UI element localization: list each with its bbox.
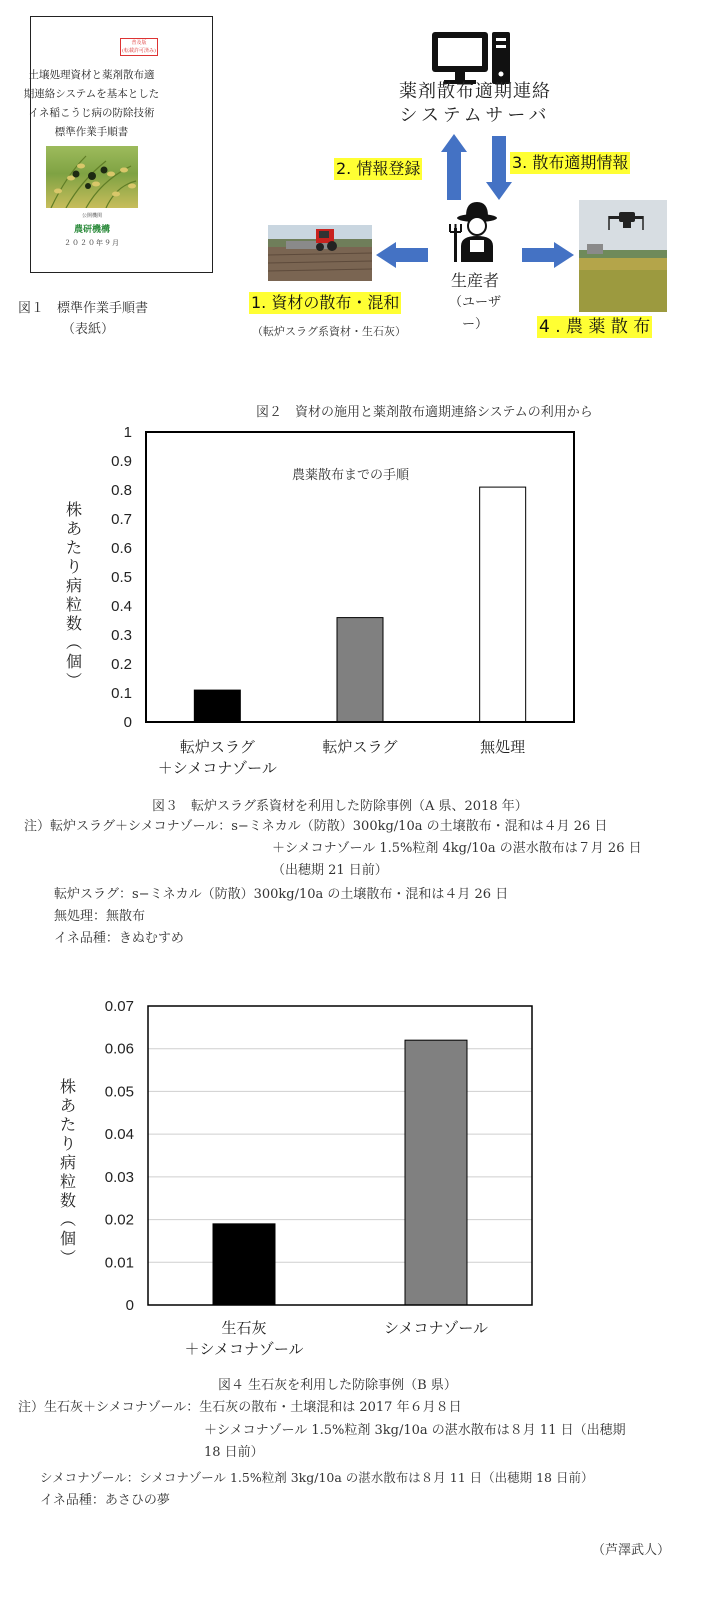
figure2-caption-line: 農薬散布までの手順	[292, 468, 410, 483]
y-tick-label: 0.8	[111, 482, 132, 499]
y-axis-label-char: 病	[65, 576, 83, 595]
y-axis-label-char: り	[59, 1134, 77, 1153]
y-axis-label-char: ）	[58, 1248, 77, 1266]
y-axis-label-char: （	[64, 633, 83, 651]
step3-label: 3. 散布適期情報	[512, 153, 629, 172]
y-axis-label-char: あ	[65, 519, 83, 538]
y-axis-label-char: り	[65, 557, 83, 576]
y-tick-label: 0.4	[111, 598, 132, 615]
y-tick-label: 0.1	[111, 685, 132, 702]
server-label-line: システムサーバ	[399, 105, 551, 126]
figure4-note-line: ＋シメコナゾール 1.5%粒剤 3kg/10a の湛水散布は８月 11 日（出穂期	[204, 1423, 626, 1438]
figure4-note-line: イネ品種：あさひの夢	[40, 1493, 170, 1508]
figure3-note-line: ＋シメコナゾール 1.5%粒剤 4kg/10a の湛水散布は７月 26 日	[272, 841, 642, 856]
y-tick-label: 0.03	[104, 1168, 134, 1186]
y-axis-label-char: 個	[59, 1229, 77, 1248]
category-label: 生石灰	[221, 1320, 267, 1337]
y-axis-label-char: 粒	[59, 1172, 77, 1191]
step1-sublabel: （転炉スラグ系資材・生石灰）	[252, 325, 406, 338]
figure3-note-line: 注）転炉スラグ＋シメコナゾール：s−ミネカル（防散）300kg/10a の土壌散布・混和は４月 26 日	[24, 819, 608, 834]
figure3-note-line: 転炉スラグ：s−ミネカル（防散）300kg/10a の土壌散布・混和は４月 26 日	[54, 887, 509, 902]
cover-title-line: イネ稲こうじ病の防除技術	[28, 107, 155, 119]
y-tick-label: 0.3	[111, 627, 132, 644]
step4-label: 4 . 農 薬 散 布	[539, 317, 651, 337]
cover-stamp: 普及版 (転載許可済み)	[120, 38, 158, 56]
y-axis-label-char: 粒	[65, 595, 83, 614]
y-tick-label: 0.6	[111, 540, 132, 557]
y-tick-label: 0.2	[111, 656, 132, 673]
y-tick-label: 1	[123, 424, 132, 441]
y-axis-label-char: た	[59, 1115, 77, 1134]
y-axis-label-char: 株	[65, 500, 83, 519]
category-label: 転炉スラグ	[322, 739, 398, 756]
bar	[213, 1224, 275, 1305]
figure3-note-line: 無処理：無散布	[54, 909, 146, 924]
y-tick-label: 0	[123, 714, 132, 731]
category-label: ＋シメコナゾール	[184, 1341, 304, 1358]
category-label: 転炉スラグ	[179, 739, 255, 756]
cover-org-logo: 農研機構	[73, 225, 110, 235]
producer-name: 生産者	[450, 271, 499, 290]
producer-sub: （ユーザー）	[448, 295, 501, 332]
y-tick-label: 0.05	[104, 1083, 134, 1101]
cover-title-line: 土壌処理資材と薬剤散布適	[28, 69, 155, 81]
category-label: 無処理	[480, 739, 526, 756]
bar	[405, 1040, 467, 1305]
y-tick-label: 0	[125, 1297, 134, 1314]
y-tick-label: 0.7	[111, 511, 132, 528]
figure3-caption: 図３ 転炉スラグ系資材を利用した防除事例（A 県、2018 年）	[152, 799, 528, 814]
server-label-line: 薬剤散布適期連絡	[399, 81, 551, 102]
y-tick-label: 0.01	[104, 1254, 134, 1272]
y-tick-label: 0.9	[111, 453, 132, 470]
y-axis-label-char: た	[65, 538, 83, 557]
y-axis-label-char: ）	[64, 671, 83, 689]
y-tick-label: 0.5	[111, 569, 132, 586]
figure3-note-line: （出穂期 21 日前）	[272, 863, 388, 878]
author-name: （芦澤武人）	[592, 1543, 671, 1558]
step2-label: 2. 情報登録	[336, 159, 421, 178]
cover-title-line: 標準作業手順書	[54, 126, 129, 138]
step1-label: 1. 資材の散布・混和	[251, 293, 400, 312]
y-tick-label: 0.07	[104, 998, 134, 1015]
category-label: ＋シメコナゾール	[157, 760, 277, 777]
figure4-note-line: 18 日前）	[204, 1445, 264, 1460]
y-axis-label-char: 個	[65, 652, 83, 671]
y-axis-label-char: 数	[59, 1191, 77, 1210]
figure4-note-line: 注）生石灰＋シメコナゾール：生石灰の散布・土壌混和は 2017 年６月８日	[18, 1400, 462, 1415]
figure2-caption-line: 図２ 資材の施用と薬剤散布適期連絡システムの利用から	[256, 405, 593, 420]
y-axis-label-char: 病	[59, 1153, 77, 1172]
figure4-note-line: シメコナゾール：シメコナゾール 1.5%粒剤 3kg/10a の湛水散布は８月 11 日（出穂期 18 日前）	[40, 1470, 594, 1485]
figure4-caption: 図４ 生石灰を利用した防除事例（B 県）	[218, 1378, 457, 1393]
cover-org-caption: 公開機関	[81, 213, 102, 219]
y-tick-label: 0.02	[104, 1211, 134, 1229]
category-label: シメコナゾール	[383, 1320, 489, 1337]
figure3-note-line: イネ品種：きぬむすめ	[54, 931, 184, 946]
y-tick-label: 0.06	[104, 1040, 134, 1058]
y-axis-label-char: 株	[59, 1077, 77, 1096]
cover-title-line: 期連絡システムを基本とした	[23, 88, 160, 100]
y-axis-label-char: （	[58, 1210, 77, 1228]
plot-frame	[148, 1006, 532, 1305]
cover-date: ２０２０年９月	[64, 239, 120, 247]
y-axis-label-char: あ	[59, 1096, 77, 1115]
figure1-caption-line: （表紙）	[62, 322, 115, 337]
figure1-caption-line: 図１ 標準作業手順書	[18, 301, 149, 316]
y-axis-label-char: 数	[65, 614, 83, 633]
y-tick-label: 0.04	[104, 1126, 134, 1144]
